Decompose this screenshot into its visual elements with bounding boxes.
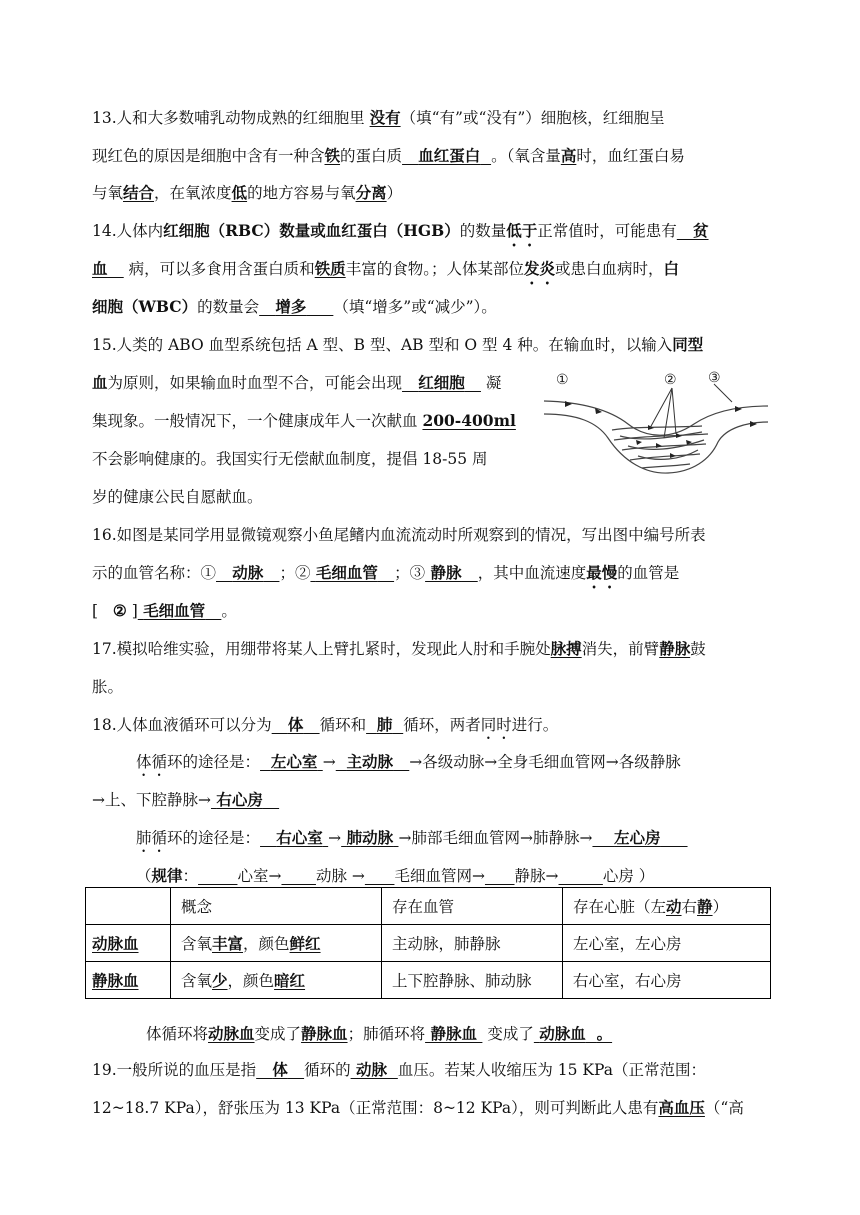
q16-line-2: 示的血管名称：① 动脉 ；② 毛细血管 ；③ 静脉 ，其中血流速度最慢的血管是 [92, 563, 680, 582]
q18-rule-line: （规律： 心室→ 动脉 → 毛细血管网→ 静脉→ 心房 ） [136, 866, 655, 885]
table-row [86, 925, 771, 962]
q17-line-2: 胀。 [92, 678, 124, 696]
answer-hongxibao: 红细胞 [418, 373, 465, 392]
q16-line-3: [ ② ] 毛细血管 。 [92, 601, 237, 620]
answer-fenli: 分离 [355, 183, 387, 202]
answer-dongmai: 动脉 [232, 563, 264, 582]
q14-line-2: 血 病，可以多食用含蛋白质和铁质丰富的食物。；人体某部位发炎或患白血病时，白 [92, 259, 679, 278]
table-cell: 右心室，右心房 [563, 962, 771, 999]
q16-line-1: 16.如图是某同学用显微镜观察小鱼尾鳍内血流流动时所观察到的情况，写出图中编号所表 [92, 526, 706, 544]
figure-label-2: ② [664, 372, 677, 388]
answer-2: ② [112, 601, 127, 620]
answer-meiyou: 没有 [369, 108, 401, 127]
table-header-row [86, 888, 771, 925]
figure-label-3: ③ [708, 370, 721, 386]
table-header-cell [86, 888, 171, 925]
after-table-line: 体循环将动脉血变成了静脉血；肺循环将 静脉血 变成了 动脉血 。 [146, 1024, 613, 1043]
answer-200-400ml: 200-400ml [422, 411, 516, 430]
answer-gao: 高 [560, 146, 577, 165]
q18-line-3: →上、下腔静脉→ 右心房 [92, 790, 279, 810]
answer-ti-2: 体 [272, 1060, 288, 1079]
q13-line-3: 与氧结合，在氧浓度低的地方容易与氧分离） [92, 183, 403, 202]
answer-pinxue-1: 贫 [693, 221, 709, 240]
answer-tiezhi: 铁质 [314, 259, 346, 278]
answer-hemoglobin: 血红蛋白 [418, 146, 481, 165]
table-cell: 左心室，左心房 [563, 925, 771, 962]
q15-line-4: 不会影响健康的。我国实行无偿献血制度，提倡 18-55 周 [92, 450, 488, 468]
table-header-cell: 存在血管 [382, 888, 563, 925]
blood-comparison-table [85, 887, 771, 999]
answer-zuoxinshi: 左心室 [270, 752, 318, 771]
answer-ti: 体 [287, 715, 304, 734]
answer-dongmai-2: 动脉 [356, 1060, 388, 1079]
blood-vessel-figure [542, 366, 770, 484]
table-header-cell: 存在心脏（左动右静） [563, 888, 771, 925]
q18-line-2: 体循环的途径是： 左心室 → 主动脉 →各级动脉→全身毛细血管网→各级静脉 [136, 752, 681, 771]
table-row [86, 962, 771, 999]
table-cell: 含氧少，颜色暗红 [171, 962, 382, 999]
table-cell: 静脉血 [86, 962, 171, 999]
answer-tie: 铁 [324, 146, 341, 165]
answer-maoxixueguan: 毛细血管 [315, 563, 378, 582]
q19-line-1: 19.一般所说的血压是指 体 循环的 动脉 血压。若某人收缩压为 15 KPa（正常范围： [92, 1060, 706, 1079]
table-cell: 含氧丰富，颜色鲜红 [171, 925, 382, 962]
answer-feidongmai: 肺动脉 [346, 828, 394, 847]
q18-line-1: 18.人体血液循环可以分为 体 循环和 肺 循环，两者同时进行。 [92, 715, 559, 734]
q13-line-1: 13.人和大多数哺乳动物成熟的红细胞里 没有（填“有”或“没有”）细胞核，红细胞呈 [92, 108, 665, 127]
q19-line-2: 12~18.7 KPa），舒张压为 13 KPa（正常范围：8~12 KPa），则可判断此人患有高血压（“高 [92, 1098, 744, 1117]
q14-line-1: 14.人体内红细胞（RBC）数量或血红蛋白（HGB）的数量低于正常值时，可能患有 贫 [92, 221, 709, 240]
answer-jingmai: 静脉 [430, 563, 462, 582]
q15-line-1: 15.人类的 ABO 血型系统包括 A 型、B 型、AB 型和 O 型 4 种。在输血时，以输入同型 [92, 335, 704, 354]
answer-youxinfang: 右心房 [216, 790, 263, 809]
answer-zengduo: 增多 [275, 297, 307, 316]
answer-maoxixueguan-2: 毛细血管 [143, 601, 206, 620]
figure-label-1: ① [556, 372, 569, 388]
table-cell: 上下腔静脉、肺动脉 [382, 962, 563, 999]
answer-maibo: 脉搏 [550, 639, 582, 658]
answer-jiehe: 结合 [123, 183, 155, 202]
q18-line-4: 肺循环的途径是： 右心室 → 肺动脉 →肺部毛细血管网→肺静脉→ 左心房 [136, 828, 688, 856]
answer-di: 低 [231, 183, 248, 202]
table-cell: 动脉血 [86, 925, 171, 962]
q15-line-5: 岁的健康公民自愿献血。 [92, 488, 263, 506]
q15-line-2: 血为原则，如果输血时血型不合，可能会出现 红细胞 凝 [92, 373, 502, 392]
answer-youxinshi: 右心室 [276, 828, 323, 847]
answer-zhudongmai: 主动脉 [346, 752, 394, 771]
q15-line-3: 集现象。一般情况下，一个健康成年人一次献血 200-400ml [92, 411, 516, 430]
answer-pinxue-2: 血 [92, 259, 108, 278]
table-header-cell: 概念 [171, 888, 382, 925]
answer-gaoxueya: 高血压 [658, 1098, 705, 1117]
answer-jingmai-2: 静脉 [659, 639, 691, 658]
answer-jingmaixue: 静脉血 [430, 1024, 477, 1043]
table-cell: 主动脉，肺静脉 [382, 925, 563, 962]
answer-dongmaixue: 动脉血 。 [539, 1024, 613, 1043]
q17-line-1: 17.模拟哈维实验，用绷带将某人上臂扎紧时，发现此人肘和手腕处脉搏消失，前臂静脉鼓 [92, 639, 706, 658]
q14-line-3: 细胞（WBC）的数量会 增多 （填“增多”或“减少”）。 [92, 297, 497, 316]
answer-fei: 肺 [376, 715, 393, 734]
answer-zuoxinfang: 左心房 [614, 828, 661, 847]
q13-line-2: 现红色的原因是细胞中含有一种含铁的蛋白质 血红蛋白 。（氧含量高时，血红蛋白易 [92, 146, 685, 165]
